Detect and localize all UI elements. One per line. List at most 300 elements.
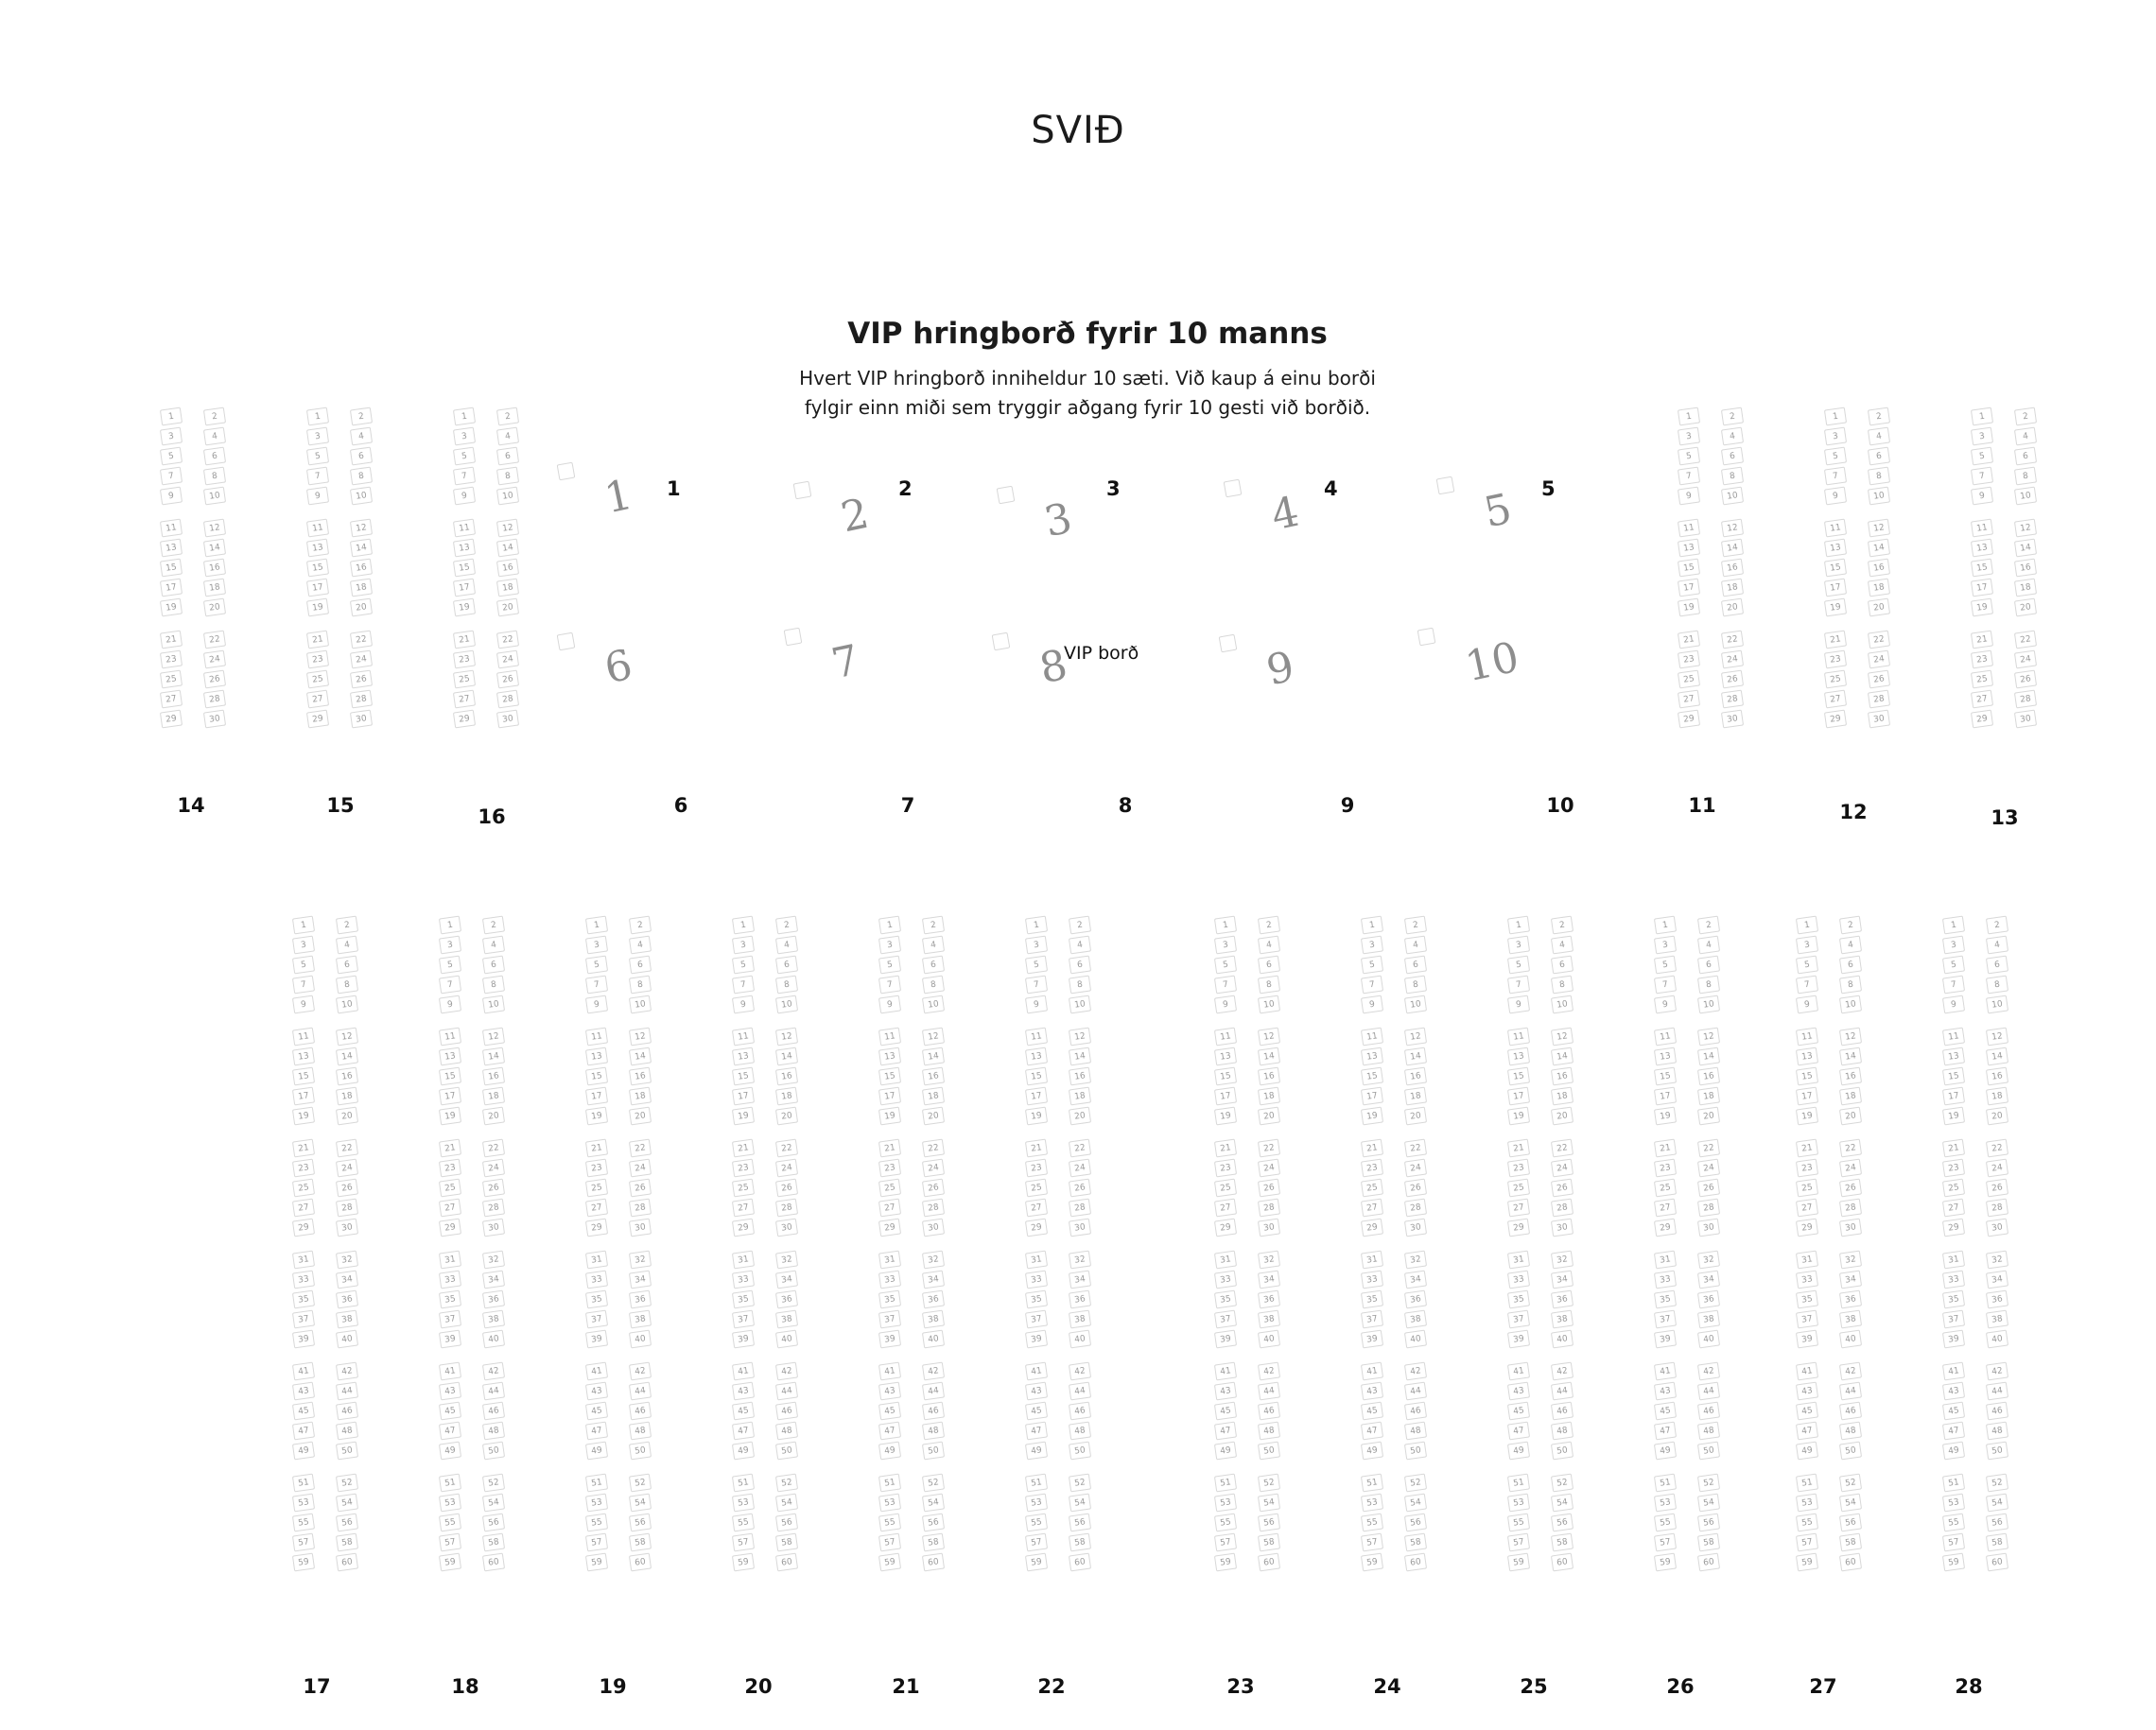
seat[interactable]: 6 xyxy=(1839,956,1862,975)
seat[interactable]: 13 xyxy=(1796,1047,1818,1066)
seat[interactable]: 55 xyxy=(292,1514,315,1532)
seat[interactable]: 13 xyxy=(160,539,183,558)
seat[interactable]: 23 xyxy=(1971,650,1993,669)
seat[interactable]: 53 xyxy=(439,1494,461,1513)
seat[interactable]: 13 xyxy=(292,1047,315,1066)
seat[interactable]: 33 xyxy=(439,1271,461,1289)
seat[interactable]: 32 xyxy=(1986,1251,2008,1270)
seat[interactable]: 11 xyxy=(1971,519,1993,538)
seat[interactable]: 6 xyxy=(350,447,373,466)
seat[interactable]: 2 xyxy=(629,916,652,935)
seat[interactable]: 31 xyxy=(1361,1251,1383,1270)
seat[interactable]: 24 xyxy=(1258,1159,1280,1178)
seat[interactable]: 27 xyxy=(453,690,476,709)
seat[interactable]: 17 xyxy=(1214,1087,1237,1106)
seat[interactable]: 8 xyxy=(1721,467,1744,486)
seat[interactable]: 16 xyxy=(2014,559,2037,578)
seat[interactable]: 12 xyxy=(496,519,519,538)
seat[interactable]: 31 xyxy=(1025,1251,1048,1270)
seat[interactable]: 7 xyxy=(453,467,476,486)
seat[interactable]: 12 xyxy=(336,1028,358,1047)
seat[interactable]: 47 xyxy=(1025,1422,1048,1441)
seat[interactable]: 60 xyxy=(1839,1553,1862,1572)
seat[interactable]: 27 xyxy=(1025,1199,1048,1218)
seat[interactable]: 18 xyxy=(629,1087,652,1106)
seat[interactable]: 55 xyxy=(585,1514,608,1532)
seat[interactable]: 33 xyxy=(1796,1271,1818,1289)
seat[interactable]: 36 xyxy=(1986,1290,2008,1309)
seat[interactable]: 5 xyxy=(732,956,755,975)
seat[interactable]: 35 xyxy=(1942,1290,1965,1309)
seat[interactable]: 6 xyxy=(922,956,945,975)
seat[interactable]: 4 xyxy=(1551,936,1574,955)
seat[interactable]: 6 xyxy=(2014,447,2037,466)
seat[interactable]: 24 xyxy=(629,1159,652,1178)
seat[interactable]: 59 xyxy=(1942,1553,1965,1572)
seat[interactable]: 27 xyxy=(1942,1199,1965,1218)
seat[interactable]: 56 xyxy=(1404,1514,1427,1532)
seat[interactable]: 26 xyxy=(629,1179,652,1198)
seat[interactable]: 24 xyxy=(1839,1159,1862,1178)
seat[interactable]: 22 xyxy=(775,1139,798,1158)
seat[interactable]: 42 xyxy=(1551,1362,1574,1381)
seat[interactable]: 28 xyxy=(922,1199,945,1218)
seat[interactable]: 5 xyxy=(1654,956,1677,975)
seat[interactable]: 17 xyxy=(292,1087,315,1106)
seat[interactable]: 22 xyxy=(1697,1139,1720,1158)
seat[interactable]: 56 xyxy=(336,1514,358,1532)
seat[interactable]: 22 xyxy=(922,1139,945,1158)
seat[interactable]: 16 xyxy=(1986,1067,2008,1086)
seat[interactable]: 10 xyxy=(775,995,798,1014)
seat[interactable]: 39 xyxy=(292,1330,315,1349)
seat[interactable]: 32 xyxy=(1258,1251,1280,1270)
seat[interactable]: 20 xyxy=(496,598,519,617)
seat[interactable]: 17 xyxy=(732,1087,755,1106)
seat[interactable]: 43 xyxy=(1214,1382,1237,1401)
seat[interactable]: 3 xyxy=(306,427,329,446)
seat[interactable]: 9 xyxy=(1824,487,1847,506)
seat[interactable]: 3 xyxy=(1507,936,1530,955)
seat[interactable]: 5 xyxy=(878,956,901,975)
seat[interactable]: 12 xyxy=(482,1028,505,1047)
seat[interactable]: 53 xyxy=(1025,1494,1048,1513)
seat[interactable]: 28 xyxy=(1404,1199,1427,1218)
seat[interactable]: 38 xyxy=(1069,1310,1091,1329)
seat[interactable]: 9 xyxy=(1025,995,1048,1014)
seat[interactable]: 55 xyxy=(1025,1514,1048,1532)
seat[interactable]: 15 xyxy=(585,1067,608,1086)
seat[interactable]: 49 xyxy=(1507,1442,1530,1461)
seat[interactable]: 43 xyxy=(878,1382,901,1401)
seat[interactable]: 33 xyxy=(1214,1271,1237,1289)
seat[interactable]: 19 xyxy=(160,598,183,617)
seat[interactable]: 9 xyxy=(160,487,183,506)
seat[interactable]: 11 xyxy=(1214,1028,1237,1047)
seat[interactable]: 55 xyxy=(439,1514,461,1532)
seat[interactable]: 33 xyxy=(1654,1271,1677,1289)
seat[interactable]: 24 xyxy=(350,650,373,669)
seat[interactable]: 20 xyxy=(922,1107,945,1126)
seat[interactable]: 18 xyxy=(1697,1087,1720,1106)
seat[interactable]: 21 xyxy=(306,631,329,649)
seat[interactable]: 25 xyxy=(1214,1179,1237,1198)
seat[interactable]: 9 xyxy=(1654,995,1677,1014)
seat[interactable]: 51 xyxy=(1214,1474,1237,1493)
seat[interactable]: 43 xyxy=(585,1382,608,1401)
seat[interactable]: 20 xyxy=(1868,598,1890,617)
seat[interactable]: 15 xyxy=(878,1067,901,1086)
seat[interactable]: 8 xyxy=(629,976,652,995)
seat[interactable]: 31 xyxy=(439,1251,461,1270)
seat[interactable]: 29 xyxy=(585,1219,608,1237)
seat[interactable]: 56 xyxy=(1986,1514,2008,1532)
seat[interactable]: 54 xyxy=(922,1494,945,1513)
seat[interactable]: 13 xyxy=(585,1047,608,1066)
seat[interactable]: 23 xyxy=(1796,1159,1818,1178)
seat[interactable]: 6 xyxy=(482,956,505,975)
seat[interactable]: 5 xyxy=(1361,956,1383,975)
seat[interactable]: 50 xyxy=(629,1442,652,1461)
seat[interactable]: 46 xyxy=(1404,1402,1427,1421)
seat[interactable]: 59 xyxy=(1361,1553,1383,1572)
seat[interactable]: 29 xyxy=(1942,1219,1965,1237)
seat[interactable]: 16 xyxy=(1839,1067,1862,1086)
seat[interactable]: 53 xyxy=(292,1494,315,1513)
seat[interactable]: 10 xyxy=(1551,995,1574,1014)
seat[interactable]: 14 xyxy=(336,1047,358,1066)
seat[interactable]: 30 xyxy=(482,1219,505,1237)
seat[interactable]: 11 xyxy=(585,1028,608,1047)
seat[interactable]: 33 xyxy=(585,1271,608,1289)
seat[interactable]: 24 xyxy=(775,1159,798,1178)
seat[interactable]: 47 xyxy=(1214,1422,1237,1441)
seat[interactable]: 47 xyxy=(585,1422,608,1441)
seat[interactable]: 3 xyxy=(1971,427,1993,446)
seat[interactable]: 19 xyxy=(1507,1107,1530,1126)
seat[interactable]: 51 xyxy=(585,1474,608,1493)
seat[interactable]: 35 xyxy=(1796,1290,1818,1309)
seat[interactable]: 8 xyxy=(1839,976,1862,995)
seat[interactable]: 1 xyxy=(1025,916,1048,935)
seat[interactable]: 19 xyxy=(1796,1107,1818,1126)
seat[interactable]: 34 xyxy=(1404,1271,1427,1289)
seat[interactable]: 20 xyxy=(629,1107,652,1126)
seat[interactable]: 5 xyxy=(1214,956,1237,975)
seat[interactable]: 35 xyxy=(585,1290,608,1309)
seat[interactable]: 35 xyxy=(732,1290,755,1309)
seat[interactable]: 39 xyxy=(878,1330,901,1349)
seat[interactable]: 48 xyxy=(336,1422,358,1441)
seat[interactable]: 45 xyxy=(292,1402,315,1421)
seat[interactable]: 14 xyxy=(203,539,226,558)
vip-chair-icon[interactable] xyxy=(1436,476,1455,495)
seat[interactable]: 31 xyxy=(732,1251,755,1270)
seat[interactable]: 28 xyxy=(775,1199,798,1218)
seat[interactable]: 48 xyxy=(775,1422,798,1441)
seat[interactable]: 52 xyxy=(1258,1474,1280,1493)
seat[interactable]: 18 xyxy=(2014,579,2037,597)
seat[interactable]: 1 xyxy=(732,916,755,935)
seat[interactable]: 44 xyxy=(629,1382,652,1401)
seat[interactable]: 56 xyxy=(1839,1514,1862,1532)
seat[interactable]: 45 xyxy=(1507,1402,1530,1421)
seat[interactable]: 56 xyxy=(1069,1514,1091,1532)
seat[interactable]: 15 xyxy=(732,1067,755,1086)
seat[interactable]: 3 xyxy=(1654,936,1677,955)
seat[interactable]: 26 xyxy=(1551,1179,1574,1198)
seat[interactable]: 59 xyxy=(292,1553,315,1572)
seat[interactable]: 60 xyxy=(629,1553,652,1572)
seat[interactable]: 38 xyxy=(1839,1310,1862,1329)
seat[interactable]: 29 xyxy=(1025,1219,1048,1237)
seat[interactable]: 26 xyxy=(482,1179,505,1198)
seat[interactable]: 49 xyxy=(732,1442,755,1461)
seat[interactable]: 39 xyxy=(1214,1330,1237,1349)
seat[interactable]: 49 xyxy=(1654,1442,1677,1461)
seat[interactable]: 7 xyxy=(1025,976,1048,995)
seat[interactable]: 11 xyxy=(1654,1028,1677,1047)
seat[interactable]: 30 xyxy=(1721,710,1744,729)
seat[interactable]: 17 xyxy=(439,1087,461,1106)
seat[interactable]: 23 xyxy=(1361,1159,1383,1178)
seat[interactable]: 54 xyxy=(1551,1494,1574,1513)
seat[interactable]: 7 xyxy=(306,467,329,486)
seat[interactable]: 53 xyxy=(585,1494,608,1513)
seat[interactable]: 12 xyxy=(1839,1028,1862,1047)
seat[interactable]: 44 xyxy=(775,1382,798,1401)
seat[interactable]: 21 xyxy=(732,1139,755,1158)
seat[interactable]: 28 xyxy=(350,690,373,709)
seat[interactable]: 4 xyxy=(922,936,945,955)
seat[interactable]: 36 xyxy=(775,1290,798,1309)
vip-chair-icon[interactable] xyxy=(992,632,1011,651)
seat[interactable]: 22 xyxy=(1258,1139,1280,1158)
seat[interactable]: 21 xyxy=(1824,631,1847,649)
seat[interactable]: 16 xyxy=(1721,559,1744,578)
seat[interactable]: 60 xyxy=(775,1553,798,1572)
seat[interactable]: 58 xyxy=(1697,1533,1720,1552)
seat[interactable]: 15 xyxy=(1942,1067,1965,1086)
seat[interactable]: 40 xyxy=(1551,1330,1574,1349)
seat[interactable]: 12 xyxy=(1258,1028,1280,1047)
seat[interactable]: 27 xyxy=(1824,690,1847,709)
seat[interactable]: 48 xyxy=(1551,1422,1574,1441)
seat[interactable]: 33 xyxy=(1942,1271,1965,1289)
seat[interactable]: 57 xyxy=(1025,1533,1048,1552)
seat[interactable]: 9 xyxy=(1678,487,1700,506)
seat[interactable]: 2 xyxy=(336,916,358,935)
seat[interactable]: 42 xyxy=(1069,1362,1091,1381)
seat[interactable]: 10 xyxy=(2014,487,2037,506)
seat[interactable]: 24 xyxy=(1697,1159,1720,1178)
seat[interactable]: 41 xyxy=(439,1362,461,1381)
seat[interactable]: 18 xyxy=(922,1087,945,1106)
seat[interactable]: 16 xyxy=(350,559,373,578)
vip-table-7[interactable] xyxy=(827,635,863,689)
seat[interactable]: 47 xyxy=(1654,1422,1677,1441)
seat[interactable]: 16 xyxy=(1551,1067,1574,1086)
seat[interactable]: 34 xyxy=(482,1271,505,1289)
seat[interactable]: 17 xyxy=(1796,1087,1818,1106)
seat[interactable]: 54 xyxy=(1839,1494,1862,1513)
seat[interactable]: 7 xyxy=(292,976,315,995)
seat[interactable]: 20 xyxy=(1551,1107,1574,1126)
seat[interactable]: 35 xyxy=(1025,1290,1048,1309)
seat[interactable]: 20 xyxy=(1069,1107,1091,1126)
seat[interactable]: 4 xyxy=(629,936,652,955)
seat[interactable]: 8 xyxy=(1069,976,1091,995)
seat[interactable]: 23 xyxy=(1025,1159,1048,1178)
seat[interactable]: 38 xyxy=(1697,1310,1720,1329)
vip-table-8[interactable] xyxy=(1035,640,1071,694)
seat[interactable]: 33 xyxy=(1361,1271,1383,1289)
seat[interactable]: 19 xyxy=(1654,1107,1677,1126)
seat[interactable]: 17 xyxy=(1507,1087,1530,1106)
seat[interactable]: 18 xyxy=(203,579,226,597)
seat[interactable]: 5 xyxy=(1942,956,1965,975)
seat[interactable]: 2 xyxy=(1986,916,2008,935)
seat[interactable]: 47 xyxy=(1942,1422,1965,1441)
seat[interactable]: 11 xyxy=(732,1028,755,1047)
seat[interactable]: 18 xyxy=(775,1087,798,1106)
seat[interactable]: 41 xyxy=(1214,1362,1237,1381)
seat[interactable]: 25 xyxy=(1361,1179,1383,1198)
seat[interactable]: 14 xyxy=(775,1047,798,1066)
seat[interactable]: 23 xyxy=(306,650,329,669)
seat[interactable]: 19 xyxy=(878,1107,901,1126)
seat[interactable]: 25 xyxy=(1654,1179,1677,1198)
seat[interactable]: 10 xyxy=(1258,995,1280,1014)
seat[interactable]: 52 xyxy=(629,1474,652,1493)
seat[interactable]: 30 xyxy=(1551,1219,1574,1237)
seat[interactable]: 50 xyxy=(1258,1442,1280,1461)
seat[interactable]: 55 xyxy=(878,1514,901,1532)
seat[interactable]: 45 xyxy=(1361,1402,1383,1421)
seat[interactable]: 58 xyxy=(1839,1533,1862,1552)
seat[interactable]: 40 xyxy=(336,1330,358,1349)
seat[interactable]: 1 xyxy=(1824,407,1847,426)
seat[interactable]: 30 xyxy=(336,1219,358,1237)
seat[interactable]: 22 xyxy=(1986,1139,2008,1158)
seat[interactable]: 28 xyxy=(1986,1199,2008,1218)
seat[interactable]: 55 xyxy=(1796,1514,1818,1532)
seat[interactable]: 27 xyxy=(160,690,183,709)
seat[interactable]: 21 xyxy=(1361,1139,1383,1158)
seat[interactable]: 55 xyxy=(1507,1514,1530,1532)
seat[interactable]: 21 xyxy=(1654,1139,1677,1158)
seat[interactable]: 60 xyxy=(1258,1553,1280,1572)
seat[interactable]: 34 xyxy=(1258,1271,1280,1289)
seat[interactable]: 13 xyxy=(1025,1047,1048,1066)
seat[interactable]: 6 xyxy=(496,447,519,466)
seat[interactable]: 1 xyxy=(1678,407,1700,426)
seat[interactable]: 45 xyxy=(1942,1402,1965,1421)
seat[interactable]: 35 xyxy=(878,1290,901,1309)
seat[interactable]: 27 xyxy=(878,1199,901,1218)
seat[interactable]: 58 xyxy=(1258,1533,1280,1552)
seat[interactable]: 53 xyxy=(732,1494,755,1513)
seat[interactable]: 12 xyxy=(629,1028,652,1047)
seat[interactable]: 41 xyxy=(1361,1362,1383,1381)
seat[interactable]: 41 xyxy=(292,1362,315,1381)
seat[interactable]: 54 xyxy=(629,1494,652,1513)
seat[interactable]: 15 xyxy=(1361,1067,1383,1086)
seat[interactable]: 37 xyxy=(1507,1310,1530,1329)
seat[interactable]: 15 xyxy=(160,559,183,578)
seat[interactable]: 52 xyxy=(1069,1474,1091,1493)
seat[interactable]: 30 xyxy=(629,1219,652,1237)
seat[interactable]: 20 xyxy=(203,598,226,617)
seat[interactable]: 43 xyxy=(439,1382,461,1401)
seat[interactable]: 51 xyxy=(1942,1474,1965,1493)
seat[interactable]: 60 xyxy=(1404,1553,1427,1572)
seat[interactable]: 3 xyxy=(1214,936,1237,955)
seat[interactable]: 18 xyxy=(1551,1087,1574,1106)
seat[interactable]: 13 xyxy=(732,1047,755,1066)
seat[interactable]: 24 xyxy=(496,650,519,669)
seat[interactable]: 37 xyxy=(878,1310,901,1329)
seat[interactable]: 28 xyxy=(1721,690,1744,709)
seat[interactable]: 10 xyxy=(1986,995,2008,1014)
seat[interactable]: 23 xyxy=(1824,650,1847,669)
seat[interactable]: 21 xyxy=(585,1139,608,1158)
seat[interactable]: 6 xyxy=(1551,956,1574,975)
vip-chair-icon[interactable] xyxy=(557,462,576,481)
seat[interactable]: 17 xyxy=(585,1087,608,1106)
seat[interactable]: 53 xyxy=(1507,1494,1530,1513)
seat[interactable]: 8 xyxy=(1986,976,2008,995)
seat[interactable]: 52 xyxy=(1697,1474,1720,1493)
seat[interactable]: 27 xyxy=(1507,1199,1530,1218)
seat[interactable]: 21 xyxy=(160,631,183,649)
seat[interactable]: 41 xyxy=(1654,1362,1677,1381)
seat[interactable]: 32 xyxy=(775,1251,798,1270)
seat[interactable]: 50 xyxy=(1069,1442,1091,1461)
seat[interactable]: 56 xyxy=(1551,1514,1574,1532)
seat[interactable]: 17 xyxy=(1824,579,1847,597)
seat[interactable]: 59 xyxy=(585,1553,608,1572)
seat[interactable]: 29 xyxy=(292,1219,315,1237)
seat[interactable]: 2 xyxy=(203,407,226,426)
seat[interactable]: 6 xyxy=(1697,956,1720,975)
seat[interactable]: 19 xyxy=(585,1107,608,1126)
seat[interactable]: 14 xyxy=(1551,1047,1574,1066)
seat[interactable]: 34 xyxy=(629,1271,652,1289)
seat[interactable]: 11 xyxy=(439,1028,461,1047)
seat[interactable]: 10 xyxy=(350,487,373,506)
seat[interactable]: 12 xyxy=(1404,1028,1427,1047)
seat[interactable]: 41 xyxy=(878,1362,901,1381)
seat[interactable]: 42 xyxy=(482,1362,505,1381)
seat[interactable]: 5 xyxy=(1507,956,1530,975)
seat[interactable]: 17 xyxy=(160,579,183,597)
seat[interactable]: 30 xyxy=(922,1219,945,1237)
seat[interactable]: 28 xyxy=(1839,1199,1862,1218)
seat[interactable]: 17 xyxy=(1654,1087,1677,1106)
seat[interactable]: 35 xyxy=(1361,1290,1383,1309)
seat[interactable]: 30 xyxy=(1069,1219,1091,1237)
seat[interactable]: 41 xyxy=(1942,1362,1965,1381)
seat[interactable]: 10 xyxy=(1069,995,1091,1014)
seat[interactable]: 13 xyxy=(878,1047,901,1066)
seat[interactable]: 46 xyxy=(922,1402,945,1421)
seat[interactable]: 46 xyxy=(629,1402,652,1421)
seat[interactable]: 58 xyxy=(922,1533,945,1552)
seat[interactable]: 32 xyxy=(1551,1251,1574,1270)
vip-table-2[interactable] xyxy=(837,489,873,543)
seat[interactable]: 60 xyxy=(482,1553,505,1572)
